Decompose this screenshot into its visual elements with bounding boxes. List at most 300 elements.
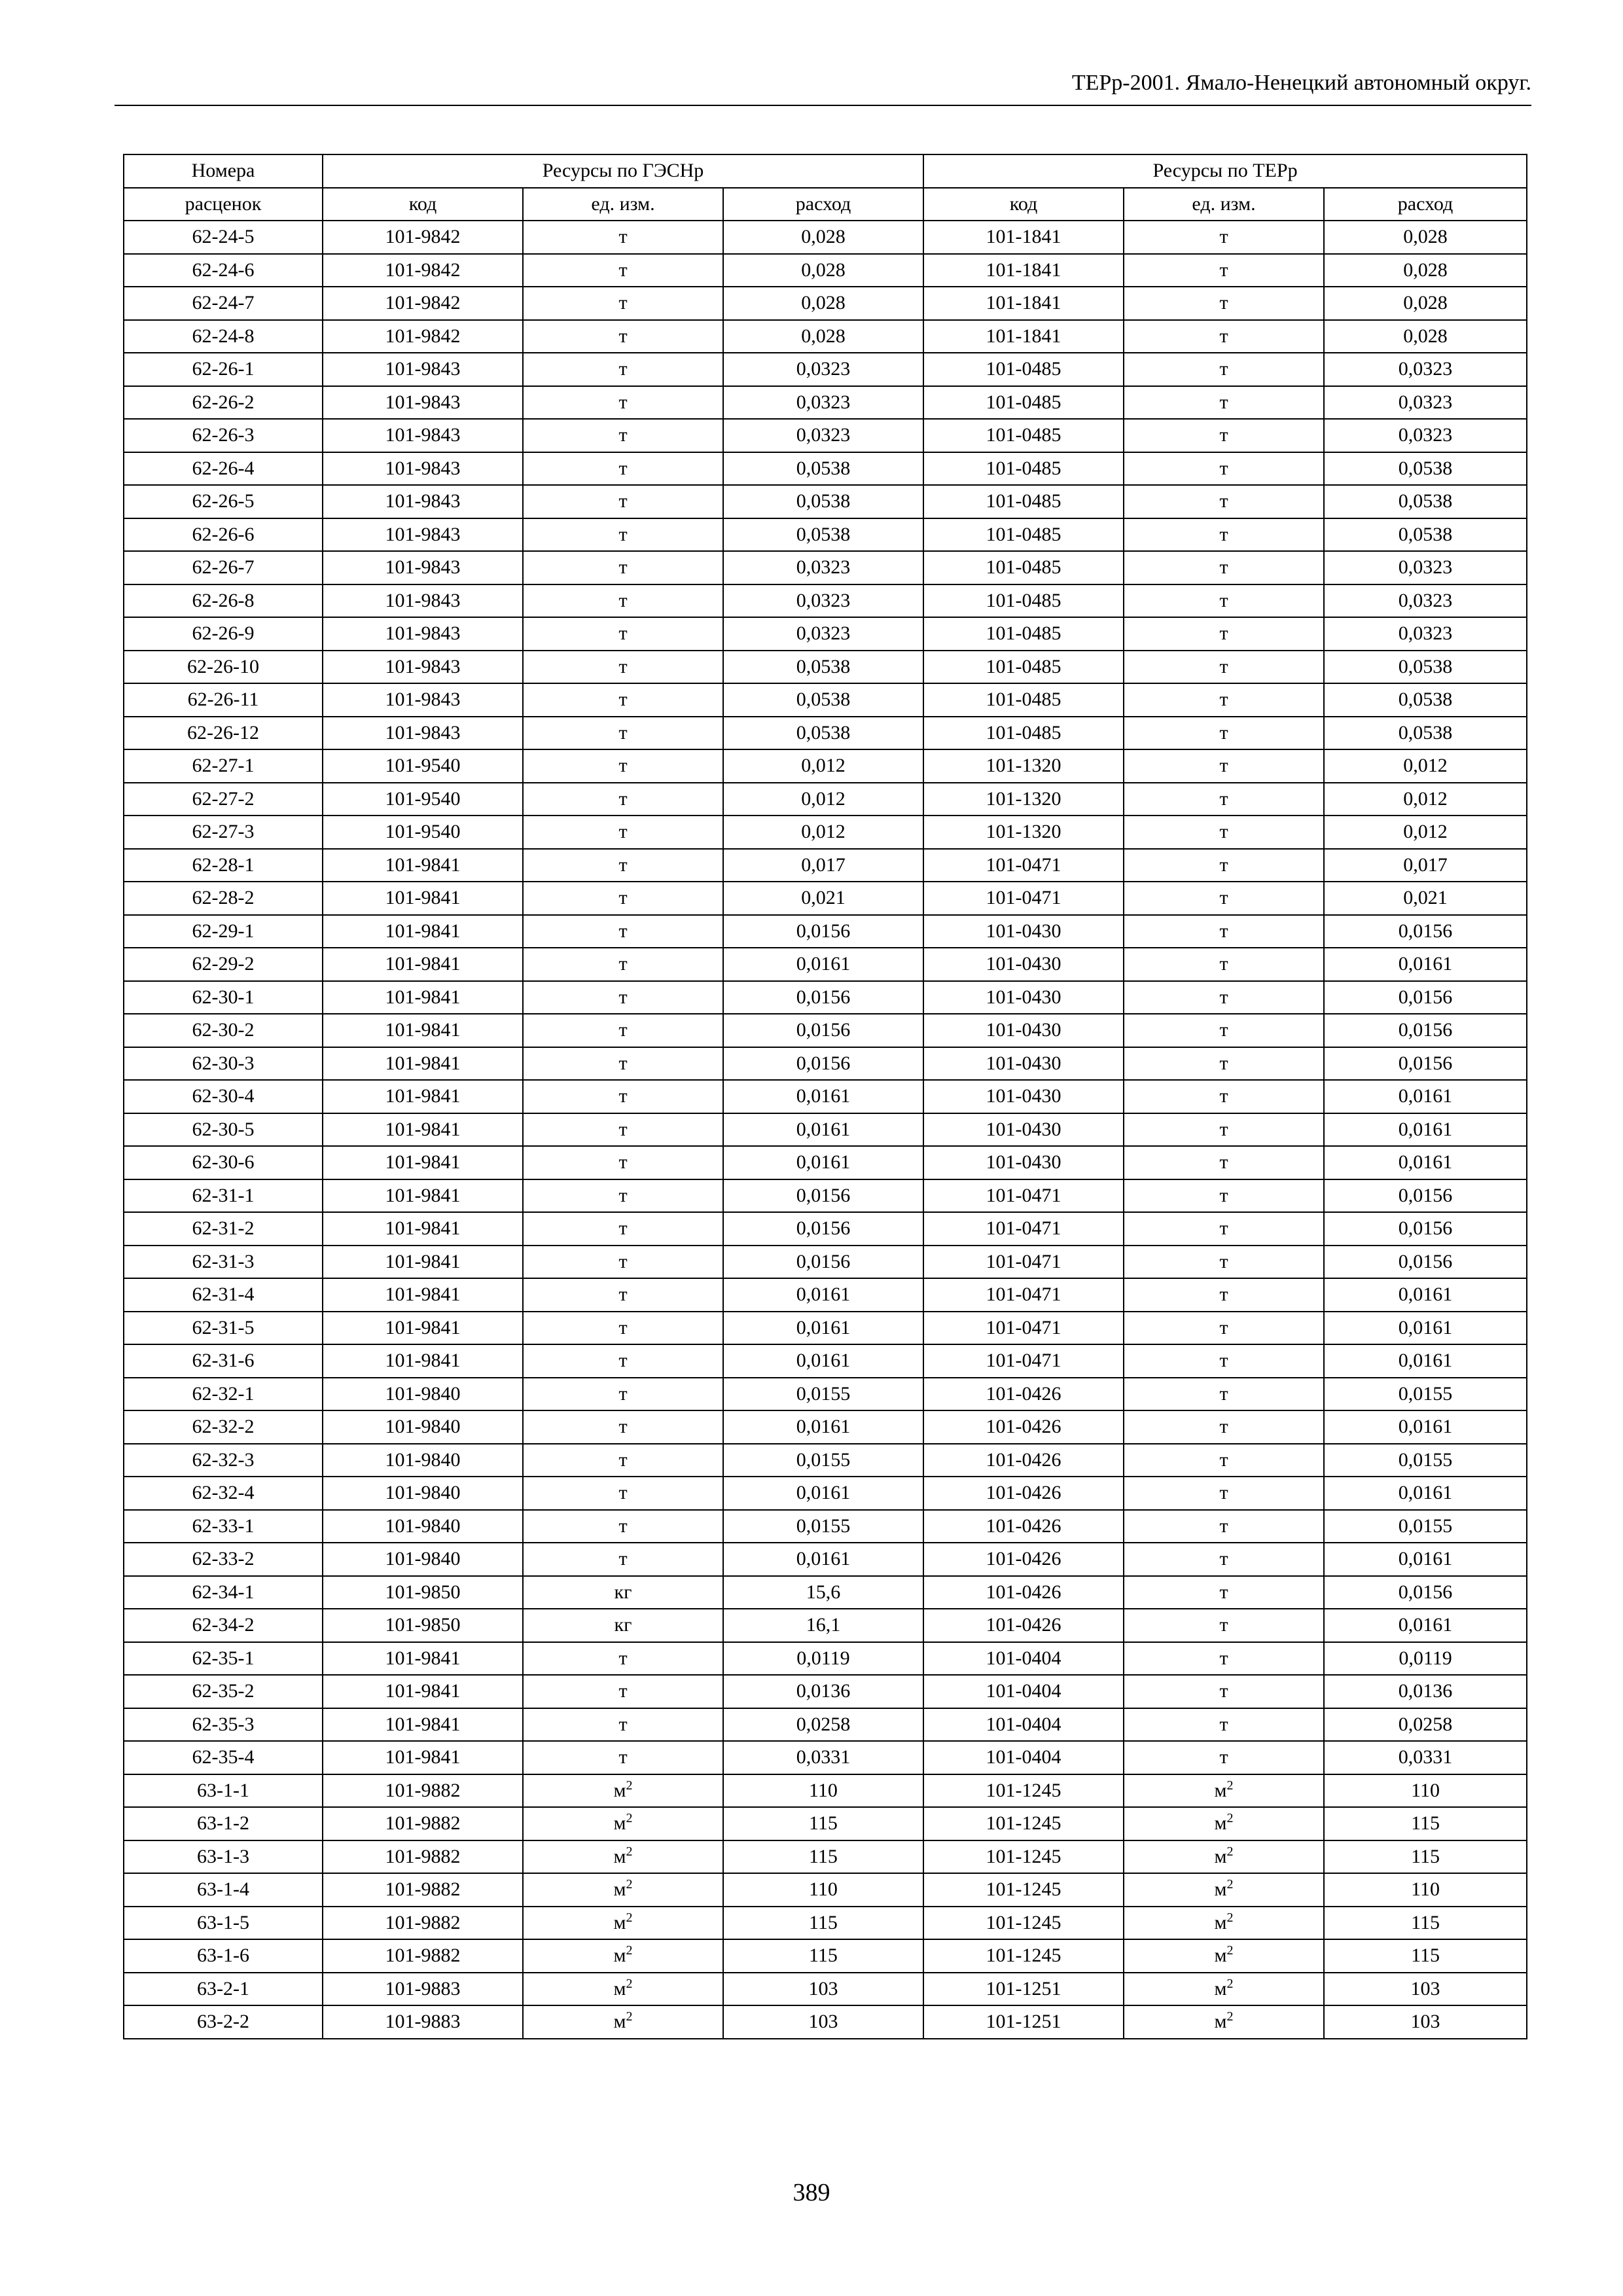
gesnr-consumption-cell: 0,0156	[723, 1047, 923, 1081]
gesnr-code-cell: 101-9841	[323, 1113, 523, 1147]
terr-unit-cell: т	[1124, 1741, 1324, 1774]
terr-consumption-cell: 0,028	[1324, 287, 1527, 320]
rate-number-cell: 62-33-2	[124, 1543, 323, 1576]
terr-unit-cell: т	[1124, 1543, 1324, 1576]
table-row	[124, 1873, 1527, 1907]
gesnr-code-cell: 101-9841	[323, 948, 523, 981]
gesnr-consumption-cell: 0,0538	[723, 717, 923, 750]
gesnr-consumption-cell: 110	[723, 1873, 923, 1907]
gesnr-unit-cell: т	[523, 1510, 723, 1543]
gesnr-unit-cell: т	[523, 551, 723, 584]
rate-number-cell: 62-24-6	[124, 254, 323, 287]
gesnr-unit-cell: т	[523, 1212, 723, 1246]
table-row	[124, 651, 1527, 684]
terr-consumption-cell: 115	[1324, 1939, 1527, 1973]
gesnr-code-cell: 101-9841	[323, 882, 523, 915]
table-header-row-top	[124, 154, 1527, 188]
gesnr-unit-cell: т	[523, 1278, 723, 1312]
table-row	[124, 1014, 1527, 1047]
gesnr-unit-cell: кг	[523, 1609, 723, 1642]
gesnr-unit-cell: т	[523, 386, 723, 420]
table-row	[124, 981, 1527, 1014]
rate-number-cell: 62-30-4	[124, 1080, 323, 1113]
gesnr-code-cell: 101-9843	[323, 485, 523, 518]
terr-unit-cell: $м^2$	[1124, 1807, 1324, 1840]
terr-code-cell: 101-0430	[923, 1014, 1124, 1047]
terr-code-cell: 101-0471	[923, 882, 1124, 915]
terr-unit-cell: т	[1124, 915, 1324, 948]
gesnr-code-cell: 101-9841	[323, 1179, 523, 1213]
terr-consumption-cell: 0,0155	[1324, 1510, 1527, 1543]
terr-consumption-cell: 0,0538	[1324, 683, 1527, 717]
table-row	[124, 1840, 1527, 1874]
terr-code-cell: 101-1245	[923, 1774, 1124, 1808]
header-terr-unit: ед. изм.	[1124, 188, 1324, 221]
gesnr-code-cell: 101-9841	[323, 915, 523, 948]
rate-number-cell: 62-29-1	[124, 915, 323, 948]
header-rates-sublabel: расценок	[124, 188, 323, 221]
terr-unit-cell: т	[1124, 584, 1324, 618]
terr-consumption-cell: 0,028	[1324, 320, 1527, 353]
terr-code-cell: 101-0471	[923, 849, 1124, 882]
gesnr-consumption-cell: 0,0155	[723, 1444, 923, 1477]
gesnr-consumption-cell: 0,0323	[723, 419, 923, 452]
gesnr-code-cell: 101-9840	[323, 1444, 523, 1477]
terr-unit-cell: $м^2$	[1124, 1907, 1324, 1940]
terr-consumption-cell: 0,0156	[1324, 1047, 1527, 1081]
terr-consumption-cell: 0,0323	[1324, 386, 1527, 420]
terr-code-cell: 101-0430	[923, 1080, 1124, 1113]
gesnr-consumption-cell: 0,0161	[723, 1312, 923, 1345]
table-row	[124, 485, 1527, 518]
gesnr-code-cell: 101-9842	[323, 221, 523, 254]
terr-consumption-cell: 0,0323	[1324, 617, 1527, 651]
table-row	[124, 1378, 1527, 1411]
terr-consumption-cell: 0,0156	[1324, 915, 1527, 948]
terr-code-cell: 101-0426	[923, 1410, 1124, 1444]
gesnr-unit-cell: $м^2$	[523, 1807, 723, 1840]
terr-code-cell: 101-0485	[923, 651, 1124, 684]
gesnr-consumption-cell: 0,0119	[723, 1642, 923, 1676]
terr-code-cell: 101-1841	[923, 320, 1124, 353]
terr-consumption-cell: 0,021	[1324, 882, 1527, 915]
terr-consumption-cell: 0,0156	[1324, 1014, 1527, 1047]
terr-unit-cell: т	[1124, 1444, 1324, 1477]
gesnr-consumption-cell: 0,0538	[723, 485, 923, 518]
gesnr-unit-cell: т	[523, 849, 723, 882]
rate-number-cell: 63-1-1	[124, 1774, 323, 1808]
gesnr-code-cell: 101-9843	[323, 551, 523, 584]
gesnr-consumption-cell: 0,028	[723, 320, 923, 353]
gesnr-code-cell: 101-9841	[323, 1278, 523, 1312]
gesnr-consumption-cell: 115	[723, 1807, 923, 1840]
table-row	[124, 1708, 1527, 1742]
terr-unit-cell: $м^2$	[1124, 2005, 1324, 2039]
terr-consumption-cell: 0,0538	[1324, 485, 1527, 518]
table-row	[124, 783, 1527, 816]
terr-unit-cell: т	[1124, 683, 1324, 717]
gesnr-code-cell: 101-9840	[323, 1543, 523, 1576]
terr-consumption-cell: 0,0156	[1324, 1212, 1527, 1246]
terr-consumption-cell: 0,0161	[1324, 1410, 1527, 1444]
gesnr-code-cell: 101-9843	[323, 617, 523, 651]
gesnr-unit-cell: т	[523, 783, 723, 816]
table-row	[124, 1179, 1527, 1213]
terr-code-cell: 101-0471	[923, 1344, 1124, 1378]
terr-unit-cell: т	[1124, 651, 1324, 684]
table-row	[124, 254, 1527, 287]
gesnr-code-cell: 101-9841	[323, 1047, 523, 1081]
terr-code-cell: 101-1320	[923, 783, 1124, 816]
table-row	[124, 287, 1527, 320]
terr-code-cell: 101-1841	[923, 254, 1124, 287]
gesnr-consumption-cell: 0,0538	[723, 518, 923, 552]
terr-consumption-cell: 0,0119	[1324, 1642, 1527, 1676]
gesnr-consumption-cell: 0,0161	[723, 948, 923, 981]
gesnr-consumption-cell: 103	[723, 2005, 923, 2039]
rate-number-cell: 62-26-7	[124, 551, 323, 584]
terr-code-cell: 101-0426	[923, 1444, 1124, 1477]
terr-code-cell: 101-0404	[923, 1642, 1124, 1676]
gesnr-unit-cell: т	[523, 485, 723, 518]
terr-code-cell: 101-0426	[923, 1378, 1124, 1411]
gesnr-code-cell: 101-9843	[323, 353, 523, 386]
gesnr-consumption-cell: 0,0161	[723, 1543, 923, 1576]
gesnr-code-cell: 101-9841	[323, 849, 523, 882]
rate-number-cell: 63-1-5	[124, 1907, 323, 1940]
gesnr-code-cell: 101-9841	[323, 1212, 523, 1246]
table-row	[124, 1146, 1527, 1179]
gesnr-code-cell: 101-9840	[323, 1378, 523, 1411]
terr-consumption-cell: 0,0161	[1324, 1146, 1527, 1179]
header-rates-label: Номера	[124, 154, 323, 188]
gesnr-unit-cell: т	[523, 948, 723, 981]
rate-number-cell: 62-29-2	[124, 948, 323, 981]
table-row	[124, 1047, 1527, 1081]
terr-code-cell: 101-0471	[923, 1246, 1124, 1279]
gesnr-consumption-cell: 0,0331	[723, 1741, 923, 1774]
gesnr-code-cell: 101-9540	[323, 816, 523, 849]
rate-number-cell: 62-32-3	[124, 1444, 323, 1477]
terr-consumption-cell: 0,0161	[1324, 1113, 1527, 1147]
running-header-title: ТЕРр-2001. Ямало-Ненецкий автономный округ.	[1071, 71, 1531, 95]
gesnr-unit-cell: $м^2$	[523, 1840, 723, 1874]
rate-number-cell: 62-28-1	[124, 849, 323, 882]
terr-consumption-cell: 0,0161	[1324, 1543, 1527, 1576]
gesnr-unit-cell: т	[523, 981, 723, 1014]
gesnr-code-cell: 101-9841	[323, 1741, 523, 1774]
header-terr-group: Ресурсы по ТЕРр	[923, 154, 1527, 188]
rate-number-cell: 63-1-6	[124, 1939, 323, 1973]
terr-code-cell: 101-0485	[923, 617, 1124, 651]
gesnr-consumption-cell: 0,0323	[723, 386, 923, 420]
gesnr-consumption-cell: 115	[723, 1939, 923, 1973]
gesnr-code-cell: 101-9883	[323, 2005, 523, 2039]
terr-unit-cell: т	[1124, 1510, 1324, 1543]
gesnr-unit-cell: т	[523, 816, 723, 849]
gesnr-unit-cell: т	[523, 320, 723, 353]
rate-number-cell: 62-35-4	[124, 1741, 323, 1774]
gesnr-unit-cell: т	[523, 254, 723, 287]
gesnr-unit-cell: т	[523, 221, 723, 254]
terr-unit-cell: т	[1124, 1312, 1324, 1345]
terr-code-cell: 101-0471	[923, 1179, 1124, 1213]
terr-consumption-cell: 0,0323	[1324, 353, 1527, 386]
header-terr-code: код	[923, 188, 1124, 221]
table-row	[124, 1543, 1527, 1576]
terr-code-cell: 101-0430	[923, 1047, 1124, 1081]
gesnr-code-cell: 101-9840	[323, 1477, 523, 1510]
terr-unit-cell: $м^2$	[1124, 1840, 1324, 1874]
terr-code-cell: 101-0404	[923, 1741, 1124, 1774]
terr-consumption-cell: 0,0161	[1324, 1609, 1527, 1642]
gesnr-code-cell: 101-9540	[323, 783, 523, 816]
gesnr-unit-cell: т	[523, 1179, 723, 1213]
gesnr-consumption-cell: 0,0323	[723, 617, 923, 651]
gesnr-unit-cell: т	[523, 1047, 723, 1081]
gesnr-code-cell: 101-9843	[323, 518, 523, 552]
terr-code-cell: 101-1245	[923, 1873, 1124, 1907]
terr-code-cell: 101-0485	[923, 353, 1124, 386]
gesnr-unit-cell: $м^2$	[523, 1973, 723, 2006]
terr-consumption-cell: 0,0136	[1324, 1675, 1527, 1708]
rate-number-cell: 62-26-5	[124, 485, 323, 518]
gesnr-unit-cell: т	[523, 749, 723, 783]
terr-consumption-cell: 0,0538	[1324, 518, 1527, 552]
terr-code-cell: 101-1841	[923, 287, 1124, 320]
gesnr-code-cell: 101-9882	[323, 1774, 523, 1808]
gesnr-consumption-cell: 0,028	[723, 287, 923, 320]
terr-unit-cell: т	[1124, 518, 1324, 552]
table-row	[124, 1939, 1527, 1973]
terr-unit-cell: т	[1124, 1576, 1324, 1609]
terr-unit-cell: т	[1124, 1080, 1324, 1113]
terr-code-cell: 101-0485	[923, 717, 1124, 750]
table-row	[124, 353, 1527, 386]
terr-code-cell: 101-1245	[923, 1840, 1124, 1874]
terr-unit-cell: т	[1124, 1378, 1324, 1411]
terr-consumption-cell: 115	[1324, 1907, 1527, 1940]
terr-unit-cell: т	[1124, 1278, 1324, 1312]
gesnr-code-cell: 101-9841	[323, 1344, 523, 1378]
gesnr-unit-cell: т	[523, 1344, 723, 1378]
terr-consumption-cell: 103	[1324, 2005, 1527, 2039]
terr-consumption-cell: 0,0155	[1324, 1378, 1527, 1411]
terr-code-cell: 101-0485	[923, 683, 1124, 717]
terr-code-cell: 101-0471	[923, 1278, 1124, 1312]
terr-unit-cell: т	[1124, 1146, 1324, 1179]
resources-table	[123, 154, 1527, 2039]
gesnr-consumption-cell: 0,0161	[723, 1344, 923, 1378]
gesnr-unit-cell: т	[523, 617, 723, 651]
terr-unit-cell: $м^2$	[1124, 1973, 1324, 2006]
rate-number-cell: 62-31-5	[124, 1312, 323, 1345]
terr-unit-cell: т	[1124, 749, 1324, 783]
table-row	[124, 749, 1527, 783]
gesnr-code-cell: 101-9841	[323, 1312, 523, 1345]
terr-consumption-cell: 0,0161	[1324, 948, 1527, 981]
terr-code-cell: 101-1251	[923, 2005, 1124, 2039]
gesnr-unit-cell: т	[523, 518, 723, 552]
terr-consumption-cell: 0,0161	[1324, 1477, 1527, 1510]
gesnr-unit-cell: т	[523, 1708, 723, 1742]
table-row	[124, 683, 1527, 717]
terr-unit-cell: т	[1124, 287, 1324, 320]
rate-number-cell: 62-31-3	[124, 1246, 323, 1279]
rate-number-cell: 62-31-6	[124, 1344, 323, 1378]
gesnr-code-cell: 101-9882	[323, 1907, 523, 1940]
terr-unit-cell: т	[1124, 1212, 1324, 1246]
terr-code-cell: 101-1320	[923, 749, 1124, 783]
gesnr-consumption-cell: 0,0156	[723, 1179, 923, 1213]
terr-consumption-cell: 0,0538	[1324, 452, 1527, 486]
terr-unit-cell: т	[1124, 1113, 1324, 1147]
gesnr-unit-cell: т	[523, 651, 723, 684]
gesnr-consumption-cell: 0,0155	[723, 1510, 923, 1543]
gesnr-unit-cell: т	[523, 353, 723, 386]
gesnr-code-cell: 101-9842	[323, 287, 523, 320]
gesnr-code-cell: 101-9842	[323, 254, 523, 287]
gesnr-code-cell: 101-9843	[323, 452, 523, 486]
terr-unit-cell: т	[1124, 617, 1324, 651]
gesnr-code-cell: 101-9882	[323, 1840, 523, 1874]
terr-unit-cell: т	[1124, 1708, 1324, 1742]
table-row	[124, 551, 1527, 584]
terr-consumption-cell: 0,0156	[1324, 1179, 1527, 1213]
terr-consumption-cell: 0,0323	[1324, 419, 1527, 452]
terr-consumption-cell: 0,0538	[1324, 651, 1527, 684]
gesnr-code-cell: 101-9882	[323, 1873, 523, 1907]
terr-unit-cell: т	[1124, 551, 1324, 584]
rate-number-cell: 62-30-6	[124, 1146, 323, 1179]
table-row	[124, 1774, 1527, 1808]
terr-consumption-cell: 0,012	[1324, 749, 1527, 783]
terr-consumption-cell: 110	[1324, 1774, 1527, 1808]
table-row	[124, 2005, 1527, 2039]
table-row	[124, 1278, 1527, 1312]
rate-number-cell: 62-33-1	[124, 1510, 323, 1543]
terr-code-cell: 101-0485	[923, 452, 1124, 486]
table-row	[124, 1675, 1527, 1708]
terr-unit-cell: т	[1124, 221, 1324, 254]
gesnr-unit-cell: т	[523, 1543, 723, 1576]
gesnr-code-cell: 101-9842	[323, 320, 523, 353]
gesnr-unit-cell: т	[523, 287, 723, 320]
gesnr-unit-cell: т	[523, 1410, 723, 1444]
gesnr-consumption-cell: 0,0161	[723, 1113, 923, 1147]
gesnr-code-cell: 101-9841	[323, 1708, 523, 1742]
rate-number-cell: 62-26-1	[124, 353, 323, 386]
rate-number-cell: 63-1-4	[124, 1873, 323, 1907]
terr-unit-cell: $м^2$	[1124, 1774, 1324, 1808]
rate-number-cell: 62-35-1	[124, 1642, 323, 1676]
table-row	[124, 1344, 1527, 1378]
header-gesnr-group: Ресурсы по ГЭСНр	[323, 154, 923, 188]
rate-number-cell: 62-27-3	[124, 816, 323, 849]
rate-number-cell: 62-34-2	[124, 1609, 323, 1642]
rate-number-cell: 63-1-3	[124, 1840, 323, 1874]
gesnr-consumption-cell: 16,1	[723, 1609, 923, 1642]
terr-unit-cell: т	[1124, 948, 1324, 981]
terr-code-cell: 101-0485	[923, 518, 1124, 552]
gesnr-consumption-cell: 0,012	[723, 816, 923, 849]
gesnr-consumption-cell: 0,0538	[723, 683, 923, 717]
gesnr-consumption-cell: 15,6	[723, 1576, 923, 1609]
terr-unit-cell: т	[1124, 1344, 1324, 1378]
gesnr-unit-cell: т	[523, 1642, 723, 1676]
gesnr-consumption-cell: 0,028	[723, 254, 923, 287]
rate-number-cell: 62-32-4	[124, 1477, 323, 1510]
rate-number-cell: 62-27-2	[124, 783, 323, 816]
terr-unit-cell: т	[1124, 1675, 1324, 1708]
gesnr-consumption-cell: 0,0161	[723, 1278, 923, 1312]
terr-code-cell: 101-0404	[923, 1708, 1124, 1742]
terr-unit-cell: т	[1124, 254, 1324, 287]
table-row	[124, 882, 1527, 915]
terr-code-cell: 101-0430	[923, 1146, 1124, 1179]
terr-consumption-cell: 0,0156	[1324, 981, 1527, 1014]
terr-code-cell: 101-1251	[923, 1973, 1124, 2006]
gesnr-unit-cell: т	[523, 1113, 723, 1147]
rate-number-cell: 62-35-3	[124, 1708, 323, 1742]
terr-consumption-cell: 0,0161	[1324, 1278, 1527, 1312]
table-row	[124, 419, 1527, 452]
rate-number-cell: 62-26-12	[124, 717, 323, 750]
rate-number-cell: 62-26-10	[124, 651, 323, 684]
gesnr-unit-cell: т	[523, 683, 723, 717]
terr-code-cell: 101-0471	[923, 1212, 1124, 1246]
gesnr-code-cell: 101-9882	[323, 1939, 523, 1973]
table-row	[124, 1741, 1527, 1774]
gesnr-code-cell: 101-9841	[323, 1014, 523, 1047]
terr-code-cell: 101-0471	[923, 1312, 1124, 1345]
table-row	[124, 915, 1527, 948]
gesnr-consumption-cell: 0,0136	[723, 1675, 923, 1708]
rate-number-cell: 62-26-3	[124, 419, 323, 452]
table-row	[124, 1609, 1527, 1642]
rate-number-cell: 63-2-1	[124, 1973, 323, 2006]
terr-code-cell: 101-0485	[923, 419, 1124, 452]
terr-code-cell: 101-0485	[923, 386, 1124, 420]
terr-consumption-cell: 103	[1324, 1973, 1527, 2006]
terr-code-cell: 101-0485	[923, 584, 1124, 618]
terr-consumption-cell: 115	[1324, 1807, 1527, 1840]
gesnr-unit-cell: $м^2$	[523, 1939, 723, 1973]
gesnr-code-cell: 101-9843	[323, 584, 523, 618]
terr-code-cell: 101-1245	[923, 1907, 1124, 1940]
terr-code-cell: 101-0430	[923, 915, 1124, 948]
terr-unit-cell: т	[1124, 1642, 1324, 1676]
table-row	[124, 518, 1527, 552]
table-row	[124, 1510, 1527, 1543]
gesnr-code-cell: 101-9843	[323, 717, 523, 750]
gesnr-unit-cell: т	[523, 1444, 723, 1477]
rate-number-cell: 62-32-1	[124, 1378, 323, 1411]
gesnr-unit-cell: т	[523, 717, 723, 750]
gesnr-code-cell: 101-9843	[323, 651, 523, 684]
terr-unit-cell: т	[1124, 386, 1324, 420]
terr-consumption-cell: 0,0155	[1324, 1444, 1527, 1477]
gesnr-consumption-cell: 0,012	[723, 749, 923, 783]
terr-unit-cell: т	[1124, 1179, 1324, 1213]
terr-unit-cell: т	[1124, 419, 1324, 452]
rate-number-cell: 62-31-4	[124, 1278, 323, 1312]
table-row	[124, 849, 1527, 882]
table-body	[124, 221, 1527, 2039]
rate-number-cell: 62-30-5	[124, 1113, 323, 1147]
rate-number-cell: 62-26-8	[124, 584, 323, 618]
page-number: 389	[793, 2179, 830, 2206]
